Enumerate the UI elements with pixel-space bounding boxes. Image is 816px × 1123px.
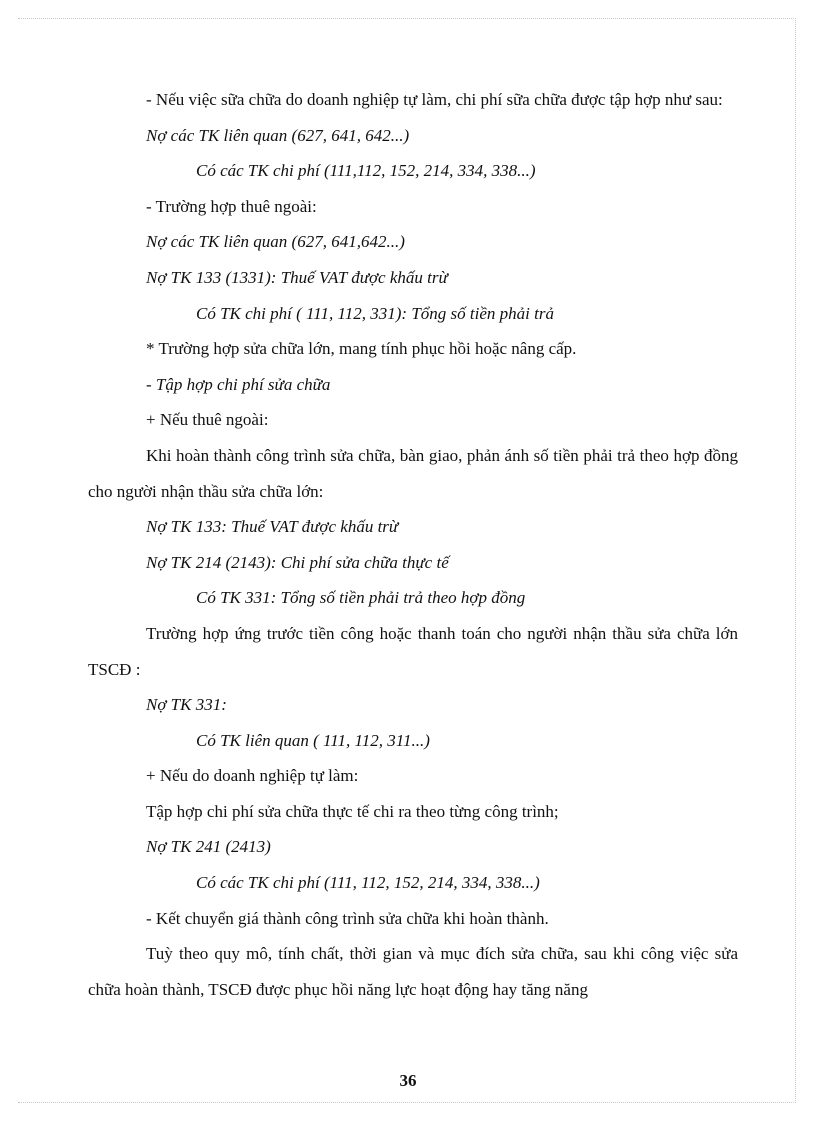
page-number: 36 bbox=[399, 1071, 417, 1090]
document-body bbox=[88, 82, 738, 1007]
journal-entry-debit: Nợ TK 241 (2413) bbox=[146, 837, 271, 857]
paragraph: Trường hợp ứng trước tiền công hoặc thanh toán cho người nhận thầu sửa chữa lớn TSCĐ : bbox=[88, 623, 738, 679]
paragraph: - Kết chuyển giá thành công trình sửa chữa khi hoàn thành. bbox=[146, 908, 549, 928]
paragraph: Khi hoàn thành công trình sửa chữa, bàn giao, phản ánh số tiền phải trả theo hợp đồng cho người nhận thầu sửa chữa lớn: bbox=[88, 445, 738, 501]
journal-entry-debit: Nợ TK 133 (1331): Thuế VAT được khấu trừ bbox=[146, 267, 448, 287]
subheading: - Tập hợp chi phí sửa chữa bbox=[146, 374, 331, 394]
journal-entry-debit: Nợ TK 214 (2143): Chi phí sửa chữa thực tế bbox=[146, 552, 449, 572]
journal-entry-debit: Nợ TK 133: Thuế VAT được khấu trừ bbox=[146, 517, 399, 537]
journal-entry-debit: Nợ TK 331: bbox=[146, 695, 227, 715]
paragraph: * Trường hợp sửa chữa lớn, mang tính phục hồi hoặc nâng cấp. bbox=[146, 339, 577, 359]
paragraph: Tập hợp chi phí sửa chữa thực tế chi ra theo từng công trình; bbox=[146, 801, 559, 821]
paragraph: - Nếu việc sữa chữa do doanh nghiệp tự làm, chi phí sữa chữa được tập hợp như sau: bbox=[146, 90, 723, 109]
paragraph: - Trường hợp thuê ngoài: bbox=[146, 196, 317, 216]
journal-entry-credit: Có các TK chi phí (111, 112, 152, 214, 334, 338...) bbox=[196, 873, 540, 893]
journal-entry-debit: Nợ các TK liên quan (627, 641,642...) bbox=[146, 232, 405, 252]
journal-entry-credit: Có TK liên quan ( 111, 112, 311...) bbox=[196, 730, 430, 750]
paragraph: + Nếu do doanh nghiệp tự làm: bbox=[146, 766, 359, 786]
paragraph: Tuỳ theo quy mô, tính chất, thời gian và mục đích sửa chữa, sau khi công việc sửa chữa hoàn thành, TSCĐ được phục hồi năng lực hoạt động hay tăng năng bbox=[88, 944, 738, 999]
journal-entry-debit: Nợ các TK liên quan (627, 641, 642...) bbox=[146, 125, 410, 145]
journal-entry-credit: Có các TK chi phí (111,112, 152, 214, 334, 338...) bbox=[196, 161, 536, 181]
paragraph: + Nếu thuê ngoài: bbox=[146, 410, 269, 430]
journal-entry-credit: Có TK chi phí ( 111, 112, 331): Tổng số tiền phải trả bbox=[196, 303, 554, 323]
journal-entry-credit: Có TK 331: Tổng số tiền phải trả theo hợp đồng bbox=[196, 588, 526, 608]
